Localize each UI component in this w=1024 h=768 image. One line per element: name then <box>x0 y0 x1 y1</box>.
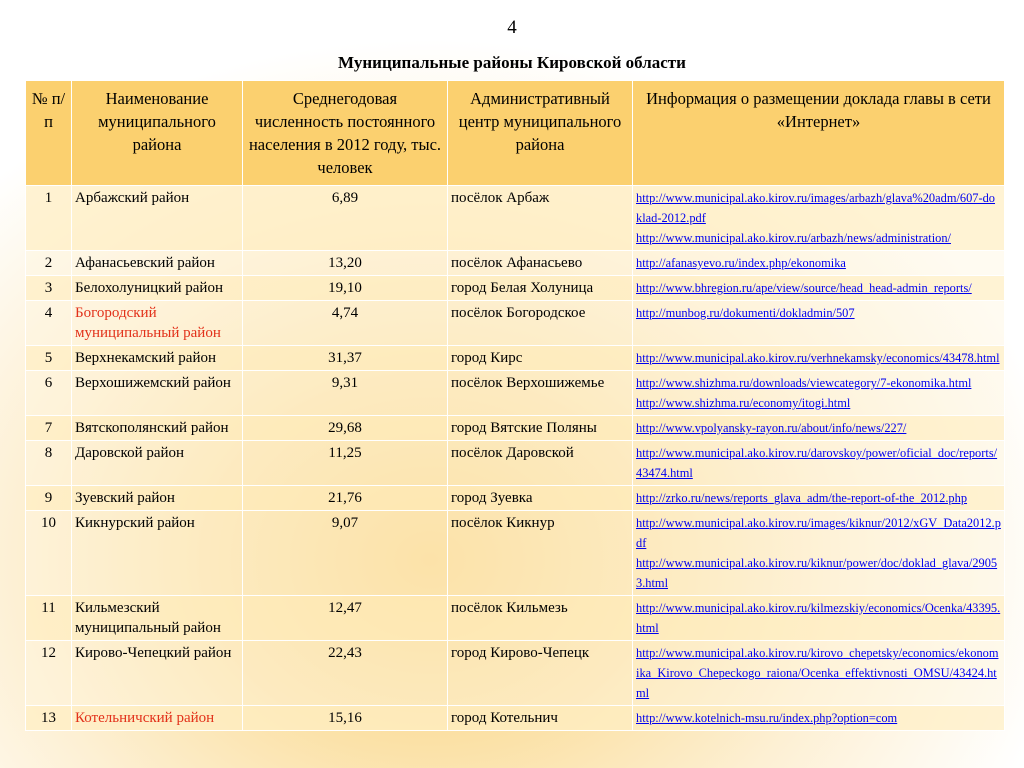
report-link[interactable]: http://www.municipal.ako.kirov.ru/verhnekamsky/economics/43478.html <box>636 351 1000 365</box>
admin-center: посёлок Богородское <box>448 301 633 346</box>
row-number: 6 <box>26 371 72 416</box>
table-row <box>26 486 1005 511</box>
report-links <box>633 706 1005 731</box>
district-name: Афанасьевский район <box>72 251 243 276</box>
row-number: 3 <box>26 276 72 301</box>
report-links <box>633 596 1005 641</box>
admin-center: город Котельнич <box>448 706 633 731</box>
district-name: Зуевский район <box>72 486 243 511</box>
report-links <box>633 416 1005 441</box>
district-name: Кикнурский район <box>72 511 243 596</box>
row-number: 13 <box>26 706 72 731</box>
report-link[interactable]: http://www.municipal.ako.kirov.ru/kirovo_chepetsky/economics/ekonomika_Kirovo_Chepeckogo_raiona/Ocenka_effektivnosti_OMSU/43424.html <box>636 646 999 700</box>
report-link[interactable]: http://www.municipal.ako.kirov.ru/darovskoy/power/oficial_doc/reports/43474.html <box>636 446 998 480</box>
population-value: 9,07 <box>243 511 448 596</box>
population-value: 12,47 <box>243 596 448 641</box>
report-links <box>633 641 1005 706</box>
report-links <box>633 486 1005 511</box>
row-number: 7 <box>26 416 72 441</box>
population-value: 22,43 <box>243 641 448 706</box>
population-value: 11,25 <box>243 441 448 486</box>
report-links <box>633 371 1005 416</box>
row-number: 12 <box>26 641 72 706</box>
table-row <box>26 346 1005 371</box>
admin-center: город Кирово-Чепецк <box>448 641 633 706</box>
admin-center: посёлок Верхошижемье <box>448 371 633 416</box>
population-value: 29,68 <box>243 416 448 441</box>
district-name: Арбажский район <box>72 186 243 251</box>
report-links <box>633 186 1005 251</box>
row-number: 2 <box>26 251 72 276</box>
report-link[interactable]: http://www.vpolyansky-rayon.ru/about/info/news/227/ <box>636 421 907 435</box>
page-number: 4 <box>507 17 517 38</box>
report-link[interactable]: http://www.municipal.ako.kirov.ru/images/arbazh/glava%20adm/607-doklad-2012.pdf <box>636 191 996 225</box>
district-name: Кильмезский муниципальный район <box>72 596 243 641</box>
admin-center: посёлок Афанасьево <box>448 251 633 276</box>
table-row <box>26 706 1005 731</box>
header-info: Информация о размещении доклада главы в сети «Интернет» <box>633 81 1005 186</box>
report-links <box>633 301 1005 346</box>
district-name: Белохолуницкий район <box>72 276 243 301</box>
report-links <box>633 441 1005 486</box>
table-row <box>26 511 1005 596</box>
district-name: Вятскополянский район <box>72 416 243 441</box>
district-name: Даровской район <box>72 441 243 486</box>
row-number: 11 <box>26 596 72 641</box>
row-number: 8 <box>26 441 72 486</box>
population-value: 6,89 <box>243 186 448 251</box>
report-link[interactable]: http://www.shizhma.ru/downloads/viewcategory/7-ekonomika.html <box>636 376 972 390</box>
table-row <box>26 416 1005 441</box>
admin-center: посёлок Кильмезь <box>448 596 633 641</box>
population-value: 13,20 <box>243 251 448 276</box>
report-link[interactable]: http://afanasyevo.ru/index.php/ekonomika <box>636 256 846 270</box>
report-links <box>633 251 1005 276</box>
population-value: 19,10 <box>243 276 448 301</box>
admin-center: город Кирс <box>448 346 633 371</box>
header-num: № п/п <box>26 81 72 186</box>
population-value: 4,74 <box>243 301 448 346</box>
row-number: 10 <box>26 511 72 596</box>
district-name: Котельничский район <box>72 706 243 731</box>
districts-table <box>25 80 1005 731</box>
header-center: Административный центр муниципального района <box>448 81 633 186</box>
report-links <box>633 511 1005 596</box>
table-row <box>26 596 1005 641</box>
row-number: 9 <box>26 486 72 511</box>
report-link[interactable]: http://www.municipal.ako.kirov.ru/images/kiknur/2012/xGV_Data2012.pdf <box>636 516 1001 550</box>
population-value: 15,16 <box>243 706 448 731</box>
report-links <box>633 276 1005 301</box>
report-link[interactable]: http://zrko.ru/news/reports_glava_adm/the-report-of-the_2012.php <box>636 491 968 505</box>
header-population: Среднегодовая численность постоянного населения в 2012 году, тыс. человек <box>243 81 448 186</box>
table-row <box>26 301 1005 346</box>
table-row <box>26 251 1005 276</box>
admin-center: город Белая Холуница <box>448 276 633 301</box>
table-row <box>26 371 1005 416</box>
header-name: Наименование муниципального района <box>72 81 243 186</box>
row-number: 5 <box>26 346 72 371</box>
table-row <box>26 186 1005 251</box>
row-number: 1 <box>26 186 72 251</box>
table-body <box>26 186 1005 731</box>
page-title: Муниципальные районы Кировской области <box>338 53 686 72</box>
district-name: Верхнекамский район <box>72 346 243 371</box>
report-link[interactable]: http://www.municipal.ako.kirov.ru/kilmezskiy/economics/Ocenka/43395.html <box>636 601 1001 635</box>
report-links <box>633 346 1005 371</box>
district-name: Кирово-Чепецкий район <box>72 641 243 706</box>
table-row <box>26 276 1005 301</box>
report-link[interactable]: http://www.shizhma.ru/economy/itogi.html <box>636 396 851 410</box>
report-link[interactable]: http://www.kotelnich-msu.ru/index.php?option=com <box>636 711 898 725</box>
report-link[interactable]: http://munbog.ru/dokumenti/dokladmin/507 <box>636 306 855 320</box>
admin-center: город Зуевка <box>448 486 633 511</box>
admin-center: посёлок Даровской <box>448 441 633 486</box>
report-link[interactable]: http://www.municipal.ako.kirov.ru/kiknur/power/doc/doklad_glava/29053.html <box>636 556 998 590</box>
admin-center: посёлок Арбаж <box>448 186 633 251</box>
admin-center: посёлок Кикнур <box>448 511 633 596</box>
population-value: 9,31 <box>243 371 448 416</box>
report-link[interactable]: http://www.municipal.ako.kirov.ru/arbazh/news/administration/ <box>636 231 951 245</box>
table-header-row <box>26 81 1005 186</box>
table-row <box>26 441 1005 486</box>
district-name: Верхошижемский район <box>72 371 243 416</box>
report-link[interactable]: http://www.bhregion.ru/ape/view/source/head_head-admin_reports/ <box>636 281 972 295</box>
population-value: 21,76 <box>243 486 448 511</box>
row-number: 4 <box>26 301 72 346</box>
district-name: Богородский муниципальный район <box>72 301 243 346</box>
population-value: 31,37 <box>243 346 448 371</box>
table-row <box>26 641 1005 706</box>
admin-center: город Вятские Поляны <box>448 416 633 441</box>
